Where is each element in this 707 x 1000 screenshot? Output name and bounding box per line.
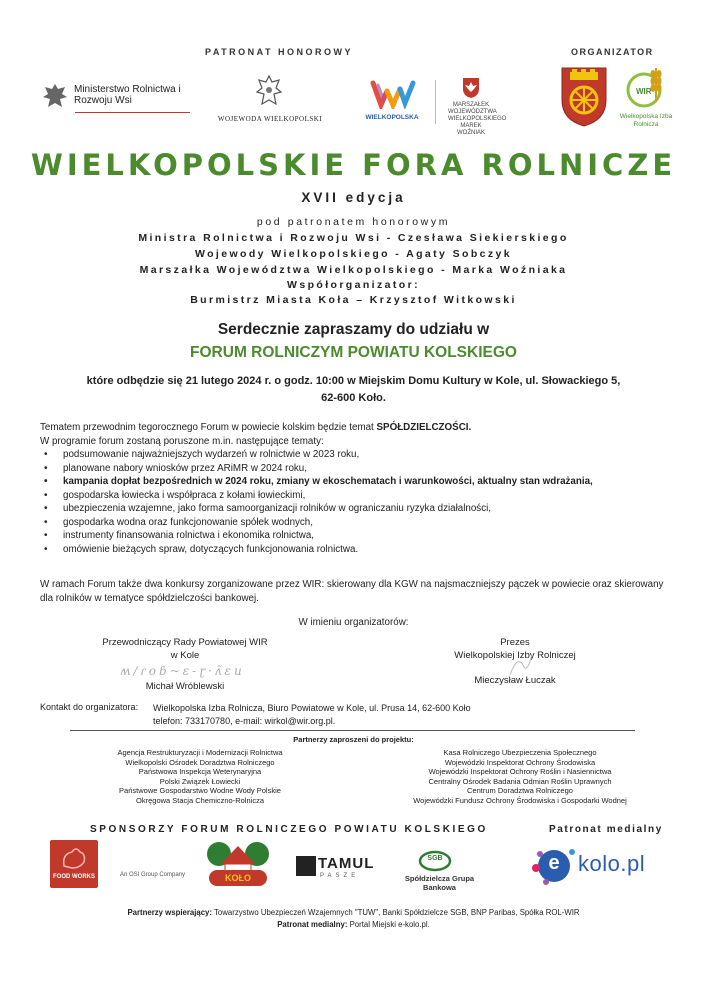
wielkopolska-name: WIELKOPOLSKA [365, 114, 419, 121]
intro-text [40, 421, 680, 556]
list-item: Polski Związek Łowiecki [159, 776, 241, 786]
list-item: Agencja Restrukturyzacji i Modernizacji Rolnictwa [117, 748, 283, 757]
kolo-coat-of-arms [560, 66, 608, 133]
list-item: • planowane nabory wniosków przez ARiMR w 2024 roku, [40, 462, 680, 476]
partners-divider [70, 730, 635, 731]
kolo-sponsor-logo [205, 840, 271, 895]
ekolo-logo [528, 844, 578, 893]
list-item: Wojewódzki Inspektorat Ochrony Roślin i Nasiennictwa [428, 767, 612, 777]
list-item: Centralny Ośrodek Badania Odmian Roślin Uprawnych [428, 776, 612, 786]
patronat-label: PATRONAT HONOROWY [205, 47, 353, 57]
event-details-2: 62-600 Koło. [321, 392, 386, 404]
list-item: Państwowa Inspekcja Weterynaryjna [138, 767, 262, 777]
footer-supporting [0, 908, 707, 917]
tamul-mark-icon [296, 856, 316, 876]
list-item: • ubezpieczenia wzajemne, jako forma samoorganizacji rolników w ograniczaniu ryzyka działalności, [40, 502, 680, 516]
contact-phone-email: telefon: 733170780, e-mail: wirkol@wir.org.pl. [153, 715, 336, 726]
wir-logo [626, 66, 666, 117]
topics-list [40, 448, 680, 556]
contact-label: Kontakt do organizatora: [40, 702, 139, 712]
patronage-line-4: Marszałka Województwa Wielkopolskiego - Marka Woźniaka [139, 264, 568, 276]
media-text: Portal Miejski e-kolo.pl. [347, 920, 430, 929]
organizator-label: ORGANIZATOR [571, 47, 654, 57]
edition: XVII edycja [301, 190, 406, 205]
kolo-shield-icon [560, 66, 608, 128]
wielkopolska-logo [370, 79, 416, 114]
supporting-label: Partnerzy wspierający: [127, 908, 212, 917]
coorganizer-name: Burmistrz Miasta Koła – Krzysztof Witkowski [190, 294, 517, 306]
contact-info [153, 702, 471, 727]
list-item: • podsumowanie najważniejszych wydarzeń w rolnictwie w 2023 roku, [40, 448, 680, 462]
forum-name: FORUM ROLNICZYM POWIATU KOLSKIEGO [190, 344, 517, 361]
ekolo-name: kolo.pl [578, 851, 646, 876]
partners-title: Partnerzy zaproszeni do projektu: [293, 735, 414, 744]
list-item: Państwowe Gospodarstwo Wodne Wody Polskie [119, 786, 281, 796]
signature-left [90, 636, 280, 662]
eagle-crest-icon [256, 74, 282, 110]
wojewoda-logo [256, 74, 282, 115]
event-details-1: które odbędzie się 21 lutego 2024 r. o godz. 10:00 w Miejskim Domu Kultury w Kole, ul. Słowackiego 5, [86, 375, 621, 387]
right-name: Mieczysław Łuczak [474, 675, 556, 686]
list-item: • gospodarska łowiecka i współpraca z kołami łowieckimi, [40, 489, 680, 503]
eagle-icon [40, 81, 70, 115]
on-behalf-label: W imieniu organizatorów: [298, 617, 409, 628]
wojewoda-name: WOJEWODA WIELKOPOLSKI [217, 115, 323, 123]
partners-left [80, 748, 320, 806]
left-handwritten-signature: ʍ∕ɾoɓ~ɛ-ɽ·ʌ̃ɛu [120, 664, 245, 678]
media-title: Patronat medialny [549, 824, 663, 835]
list-item: Wojewódzki Fundusz Ochrony Środowiska i Gospodarki Wodnej [413, 795, 627, 805]
footer-media [0, 920, 707, 929]
theme-highlight: SPÓŁDZIELCZOŚCI. [376, 422, 472, 433]
list-item: • kampania dopłat bezpośrednich w 2024 roku, zmiany w ekoschematach i warunkowości, aktualny stan wdrażania, [40, 475, 680, 489]
shield-icon [462, 77, 480, 99]
sgb-short: SGB [427, 855, 443, 862]
marszalek-name: MARSZAŁEK WOJEWÓDZTWA WIELKOPOLSKIEGO MAREK WOŹNIAK [448, 102, 507, 136]
marszalek-crest [462, 77, 480, 104]
foodworks-logo [50, 840, 98, 888]
right-role-2: Wielkopolskiej Izby Rolniczej [454, 650, 576, 661]
ministry-divider [75, 112, 190, 113]
list-item: • gospodarka wodna oraz funkcjonowanie spółek wodnych, [40, 516, 680, 530]
contact-address: Wielkopolska Izba Rolnicza, Biuro Powiatowe w Kole, ul. Prusa 14, 62-600 Koło [153, 703, 471, 713]
svg-text:WIR: WIR [636, 87, 652, 96]
left-role-1: Przewodniczący Rady Powiatowej WIR [102, 637, 268, 648]
list-item: Wielkopolski Ośrodek Doradztwa Rolniczego [125, 757, 275, 767]
wielkopolska-w-icon [370, 79, 416, 109]
page-title: WIELKOPOLSKIE FORA ROLNICZE [30, 148, 677, 182]
supporting-text: Towarzystwo Ubezpieczeń Wzajemnych "TUW", Banki Spółdzielcze SGB, BNP Paribas, Spółka ROL-WIR [212, 908, 580, 917]
sgb-logo [418, 850, 452, 877]
list-item: Kasa Rolniczego Ubezpieczenia Społecznego [443, 748, 597, 757]
kolo-sponsor-name: KOŁO [225, 873, 251, 883]
invite-line-1: Serdecznie zapraszamy do udziału w [217, 321, 490, 338]
ministry-logo [40, 81, 70, 120]
right-role-1: Prezes [500, 637, 530, 648]
rooster-icon [60, 846, 88, 870]
contest-text: W ramach Forum także dwa konkursy zorganizowane przez WIR: skierowany dla KGW na najsmaczniejszy pączek w powiecie oraz skierowany dla rolników w tematyce spółdzielczości bankowej. [40, 579, 664, 604]
left-role-2: w Kole [170, 650, 200, 661]
tamul-name: TAMUL [318, 855, 375, 872]
ministry-name: Ministerstwo Rolnictwa i Rozwoju Wsi [74, 84, 181, 106]
intro-line-2: W programie forum zostaną poruszone m.in. następujące tematy: [40, 435, 324, 447]
partners-right [390, 748, 650, 806]
patronage-line-3: Wojewody Wielkopolskiego - Agaty Sobczyk [194, 248, 513, 260]
list-item: Okręgowa Stacja Chemiczno-Rolnicza [136, 795, 264, 805]
list-item: Wojewódzki Inspektorat Ochrony Środowiska [444, 757, 596, 767]
sgb-name: Spółdzielcza Grupa Bankowa [404, 874, 475, 892]
coorganizer-label: Współorganizator: [287, 279, 420, 291]
sponsors-title: SPONSORZY FORUM ROLNICZEGO POWIATU KOLSKIEGO [90, 824, 488, 835]
ekolo-e: e [548, 852, 560, 874]
list-item: Centrum Doradztwa Rolniczego [467, 786, 573, 796]
media-label: Patronat medialny: [277, 920, 348, 929]
list-item: • omówienie bieżących spraw, dotyczących funkcjonowania rolnictwa. [40, 543, 680, 557]
wheat-icon [626, 66, 666, 112]
osi-text: An OSI Group Company [120, 872, 186, 878]
patronage-line-1: pod patronatem honorowym [256, 216, 451, 228]
intro-line-1: Tematem przewodnim tegorocznego Forum w powiecie kolskim będzie temat [40, 422, 377, 433]
wir-name: Wielkopolska Izba Rolnicza [619, 113, 673, 128]
patronage-line-2: Ministra Rolnictwa i Rozwoju Wsi - Czesława Siekierskiego [138, 232, 569, 244]
header-divider [435, 80, 436, 124]
foodworks-name: FOOD WORKS [53, 874, 95, 880]
tamul-sub: PASZE [320, 873, 360, 879]
left-name: Michał Wróblewski [145, 681, 225, 692]
list-item: • instrumenty finansowania rolnictwa i ekonomika rolnictwa, [40, 529, 680, 543]
